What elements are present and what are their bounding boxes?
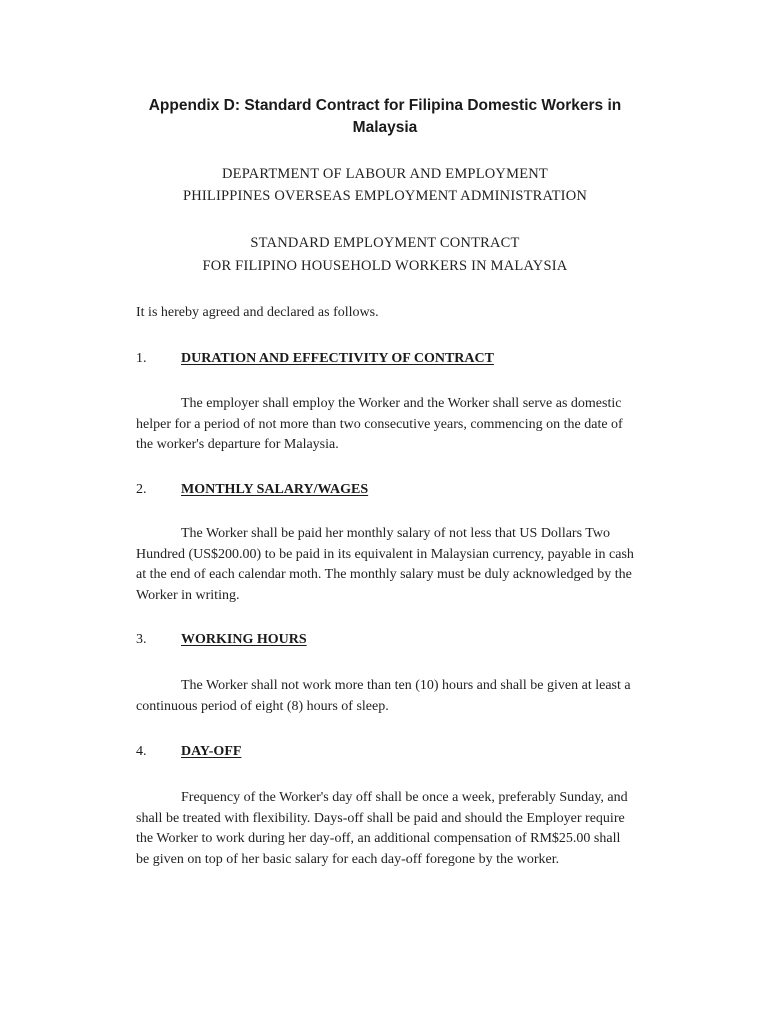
- section-4-text: Frequency of the Worker's day off shall be once a week, preferably Sunday, and shall be treated with flexibility. Days-off shall be paid and should the Employer require the Worker to work during her day-off, an additional compensation of RM$25.00 shall be given on top of her basic salary for each day-off foregone by the worker.: [136, 790, 628, 867]
- section-4-heading: [136, 742, 656, 762]
- contract-title-line-1: STANDARD EMPLOYMENT CONTRACT: [250, 235, 520, 251]
- section-2-text: The Worker shall be paid her monthly salary of not less that US Dollars Two Hundred (US$200.00) to be paid in its equivalent in Malaysian currency, payable in cash at the end of each calendar moth. The monthly salary must be duly acknowledged by the Worker in writing.: [136, 526, 634, 603]
- section-3-text: The Worker shall not work more than ten (10) hours and shall be given at least a continuous period of eight (8) hours of sleep.: [136, 678, 631, 714]
- contract-title-line-2: FOR FILIPINO HOUSEHOLD WORKERS IN MALAYSIA: [202, 258, 568, 274]
- section-3-number: 3.: [136, 632, 147, 647]
- section-3-heading: [136, 630, 656, 650]
- section-4-title: DAY-OFF: [181, 744, 242, 759]
- section-1-number: 1.: [136, 351, 147, 366]
- intro-statement: It is hereby agreed and declared as follows.: [136, 305, 379, 320]
- section-4-number: 4.: [136, 744, 147, 759]
- section-2-heading: [136, 480, 656, 500]
- section-1-text: The employer shall employ the Worker and the Worker shall serve as domestic helper for a period of not more than two consecutive years, commencing on the date of the worker's departure for Malaysia.: [136, 396, 623, 452]
- section-3-title: WORKING HOURS: [181, 632, 307, 647]
- section-2-title: MONTHLY SALARY/WAGES: [181, 482, 369, 497]
- appendix-title-line-2: Malaysia: [352, 119, 418, 136]
- appendix-title-line-1: Appendix D: Standard Contract for Filipina Domestic Workers in: [148, 97, 622, 114]
- appendix-title: [100, 95, 670, 139]
- agency-name-line-2: PHILIPPINES OVERSEAS EMPLOYMENT ADMINISTRATION: [182, 188, 588, 204]
- section-2-number: 2.: [136, 482, 147, 497]
- section-1-heading: [136, 349, 656, 369]
- section-1-title: DURATION AND EFFECTIVITY OF CONTRACT: [181, 351, 494, 366]
- agency-name-line-1: DEPARTMENT OF LABOUR AND EMPLOYMENT: [222, 166, 548, 182]
